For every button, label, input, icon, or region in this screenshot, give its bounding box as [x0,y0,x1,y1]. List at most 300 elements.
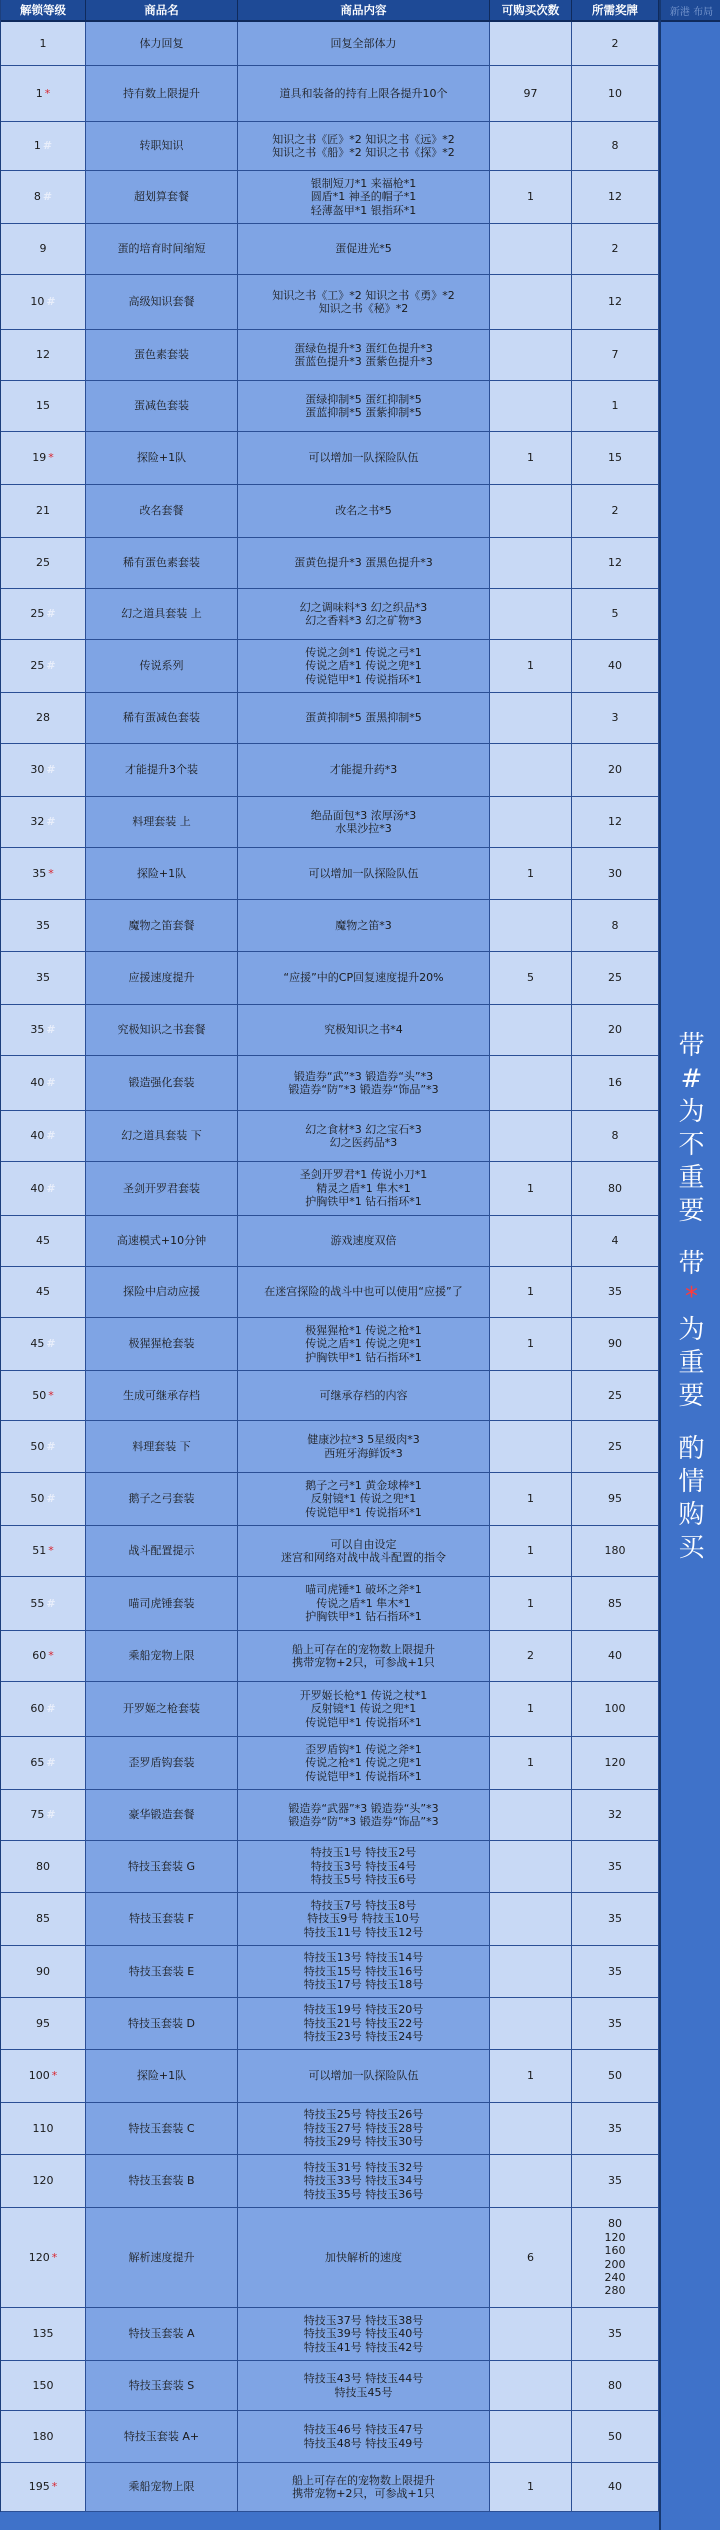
row-name: 极猩猩枪套装 [86,1318,238,1371]
level-value: 65 [30,1756,45,1770]
row-count [490,1790,572,1841]
unimportant-mark: # [46,763,56,777]
row-prize: 2 [572,485,659,538]
row-level [1,2103,86,2155]
row-count [490,1946,572,1998]
row-count [490,1841,572,1893]
level-value: 35 [30,1023,45,1037]
important-mark: * [44,86,51,100]
row-count: 6 [490,2208,572,2308]
side-panel [659,0,720,2530]
row-name: 特技玉套装 D [86,1998,238,2050]
row-content: 船上可存在的宠物数上限提升 携带宠物+2只，可参战+1只 [238,2463,490,2512]
row-name: 解析速度提升 [86,2208,238,2308]
row-content: 可以自由设定 迷宫和网络对战中战斗配置的指令 [238,1526,490,1577]
level-value: 45 [36,1285,50,1299]
unimportant-mark: # [42,139,53,153]
row-level [1,1682,86,1737]
row-count: 97 [490,66,572,122]
row-name: 蛋色素套装 [86,330,238,381]
level-value: 15 [36,399,50,413]
header-name: 商品名 [86,0,238,22]
row-prize: 35 [572,1946,659,1998]
row-level [1,797,86,848]
level-value: 60 [32,1649,47,1663]
row-content: 特技玉7号 特技玉8号 特技玉9号 特技玉10号 特技玉11号 特技玉12号 [238,1893,490,1946]
row-level [1,2050,86,2103]
row-prize: 95 [572,1473,659,1526]
level-value: 25 [30,659,45,673]
level-value: 45 [36,1234,50,1248]
level-value: 10 [30,295,45,309]
row-prize: 10 [572,66,659,122]
row-count: 1 [490,1577,572,1631]
note-char: 买 [678,1533,705,1564]
row-level [1,1056,86,1111]
row-name: 圣剑开罗君套装 [86,1162,238,1216]
row-content: 蛋绿抑制*5 蛋红抑制*5 蛋蓝抑制*5 蛋紫抑制*5 [238,381,490,432]
row-name: 探险+1队 [86,2050,238,2103]
row-name: 幻之道具套装 上 [86,589,238,640]
row-count: 1 [490,1526,572,1577]
unimportant-mark: # [46,1439,56,1453]
row-count [490,1998,572,2050]
row-content: 特技玉1号 特技玉2号 特技玉3号 特技玉4号 特技玉5号 特技玉6号 [238,1841,490,1893]
row-level [1,1216,86,1267]
level-value: 35 [32,866,47,880]
row-prize: 40 [572,2463,659,2512]
row-prize: 12 [572,171,659,224]
row-count [490,2411,572,2463]
level-value: 50 [30,1492,45,1506]
row-count: 1 [490,1267,572,1318]
row-level [1,2155,86,2208]
level-value: 180 [32,2429,54,2443]
row-level [1,848,86,900]
row-content: 究极知识之书*4 [238,1005,490,1056]
note-char: 为 [678,1097,705,1128]
row-prize: 12 [572,275,659,330]
level-value: 51 [32,1544,47,1558]
unimportant-mark: # [46,1596,56,1610]
row-count: 1 [490,2050,572,2103]
row-prize: 40 [572,1631,659,1682]
row-level [1,224,86,275]
row-level [1,1998,86,2050]
note-char: 带 [678,1031,705,1061]
level-value: 25 [36,556,50,570]
row-prize: 100 [572,1682,659,1737]
row-content: 歪罗盾钩*1 传说之斧*1 传说之枪*1 传说之兜*1 传说铠甲*1 传说指环*1 [238,1737,490,1790]
row-prize: 35 [572,1841,659,1893]
header-level: 解锁等级 [1,0,86,22]
row-level [1,171,86,224]
unimportant-mark: # [46,1702,56,1716]
row-name: 应援速度提升 [86,952,238,1005]
row-level [1,1893,86,1946]
row-content: 可以增加一队探险队伍 [238,432,490,485]
level-value: 32 [30,815,45,829]
level-value: 50 [30,1439,45,1453]
row-content: 蛋黄抑制*5 蛋黑抑制*5 [238,693,490,744]
important-mark: * [51,2250,58,2264]
row-count: 1 [490,1737,572,1790]
unimportant-mark: # [46,607,56,621]
level-value: 75 [30,1808,45,1822]
unimportant-mark: # [46,295,56,309]
row-prize: 30 [572,848,659,900]
row-name: 豪华锻造套餐 [86,1790,238,1841]
row-count: 1 [490,848,572,900]
row-count: 1 [490,1682,572,1737]
row-count: 1 [490,432,572,485]
row-level [1,66,86,122]
important-mark: * [48,1649,54,1663]
row-name: 乘船宠物上限 [86,1631,238,1682]
level-value: 110 [32,2121,54,2135]
level-value: 1 [35,86,43,100]
note-gap [661,1413,720,1433]
row-prize: 120 [572,1737,659,1790]
note-char: 重 [678,1348,705,1379]
row-count: 2 [490,1631,572,1682]
row-prize: 35 [572,1998,659,2050]
row-name: 特技玉套装 C [86,2103,238,2155]
row-count [490,1005,572,1056]
note-char: 要 [678,1381,705,1412]
row-content: 可以增加一队探险队伍 [238,848,490,900]
level-value: 1 [39,36,47,50]
row-count [490,2361,572,2411]
level-value: 28 [36,711,50,725]
row-prize: 25 [572,1421,659,1473]
row-level [1,1111,86,1162]
side-header: 新港 布局 [661,0,720,22]
header-content: 商品内容 [238,0,490,22]
row-name: 生成可继承存档 [86,1371,238,1421]
row-level [1,432,86,485]
note-char: 带 [678,1249,705,1280]
row-name: 锻造强化套装 [86,1056,238,1111]
level-value: 95 [36,2016,50,2030]
row-level [1,2308,86,2361]
row-count [490,1421,572,1473]
row-count [490,122,572,171]
important-mark: * [48,1544,54,1558]
important-mark: * [48,866,54,880]
row-prize: 32 [572,1790,659,1841]
level-value: 85 [36,1912,50,1926]
row-level [1,900,86,952]
row-prize: 1 [572,381,659,432]
row-name: 鹅子之弓套装 [86,1473,238,1526]
note-char: 酌 [678,1434,705,1465]
row-count [490,2155,572,2208]
row-content: 道具和装备的持有上限各提升10个 [238,66,490,122]
row-name: 特技玉套装 A+ [86,2411,238,2463]
unimportant-mark: # [46,1076,56,1090]
note-char: # [680,1064,703,1095]
row-content: 才能提升药*3 [238,744,490,797]
row-content: 船上可存在的宠物数上限提升 携带宠物+2只，可参战+1只 [238,1631,490,1682]
row-content: 健康沙拉*3 5星级肉*3 西班牙海鲜饭*3 [238,1421,490,1473]
row-count [490,744,572,797]
row-level [1,381,86,432]
row-count [490,485,572,538]
row-content: 极猩猩枪*1 传说之枪*1 传说之盾*1 传说之兜*1 护胸铁甲*1 钻石指环*1 [238,1318,490,1371]
row-name: 探险+1队 [86,432,238,485]
level-value: 45 [30,1337,45,1351]
row-level [1,1371,86,1421]
row-level [1,693,86,744]
row-content: 绝品面包*3 浓厚汤*3 水果沙拉*3 [238,797,490,848]
row-level [1,640,86,693]
row-prize: 35 [572,2103,659,2155]
level-value: 21 [36,504,50,518]
row-prize: 5 [572,589,659,640]
level-value: 30 [30,763,45,777]
row-name: 特技玉套装 B [86,2155,238,2208]
row-prize: 40 [572,640,659,693]
row-level [1,1162,86,1216]
row-prize: 80 [572,2361,659,2411]
row-name: 乘船宠物上限 [86,2463,238,2512]
row-name: 究极知识之书套餐 [86,1005,238,1056]
row-name: 持有数上限提升 [86,66,238,122]
row-prize: 90 [572,1318,659,1371]
level-value: 80 [36,1859,50,1873]
row-count [490,900,572,952]
level-value: 55 [30,1596,45,1610]
row-level [1,2208,86,2308]
row-content: 在迷宫探险的战斗中也可以使用“应援”了 [238,1267,490,1318]
row-level [1,1577,86,1631]
row-count [490,2103,572,2155]
important-mark: * [48,1388,54,1402]
unimportant-mark: # [46,1181,56,1195]
row-count [490,1111,572,1162]
row-count [490,275,572,330]
row-level [1,22,86,66]
row-prize: 4 [572,1216,659,1267]
important-mark: * [51,2069,58,2083]
row-name: 开罗姬之枪套装 [86,1682,238,1737]
row-prize: 15 [572,432,659,485]
row-prize: 25 [572,1371,659,1421]
note-char: 情 [678,1467,705,1498]
row-count [490,1216,572,1267]
unimportant-mark: # [46,1337,56,1351]
row-level [1,1421,86,1473]
row-count [490,22,572,66]
row-level [1,275,86,330]
row-name: 转职知识 [86,122,238,171]
row-prize: 50 [572,2411,659,2463]
row-content: 游戏速度双倍 [238,1216,490,1267]
row-content: 特技玉25号 特技玉26号 特技玉27号 特技玉28号 特技玉29号 特技玉30号 [238,2103,490,2155]
unimportant-mark: # [46,659,56,673]
row-content: 蛋促进光*5 [238,224,490,275]
row-prize: 2 [572,224,659,275]
note-char: 重 [678,1163,705,1194]
row-prize: 35 [572,2308,659,2361]
row-name: 超划算套餐 [86,171,238,224]
row-level [1,538,86,589]
row-content: 知识之书《工》*2 知识之书《勇》*2 知识之书《秘》*2 [238,275,490,330]
unimportant-mark: # [46,1756,56,1770]
level-value: 35 [36,971,50,985]
row-level [1,485,86,538]
row-content: 锻造券“武”*3 锻造券“头”*3 锻造券“防”*3 锻造券“饰品”*3 [238,1056,490,1111]
row-name: 蛋减色套装 [86,381,238,432]
row-name: 料理套装 下 [86,1421,238,1473]
level-value: 1 [33,139,41,153]
row-count [490,589,572,640]
row-name: 特技玉套装 F [86,1893,238,1946]
side-note [661,1030,720,1565]
row-level [1,1790,86,1841]
note-char: 购 [678,1500,705,1531]
row-name: 特技玉套装 A [86,2308,238,2361]
level-value: 50 [32,1388,47,1402]
row-name: 稀有蛋减色套装 [86,693,238,744]
row-content: 圣剑开罗君*1 传说小刀*1 精灵之盾*1 隼木*1 护胸铁甲*1 钻石指环*1 [238,1162,490,1216]
row-name: 歪罗盾钩套装 [86,1737,238,1790]
level-value: 12 [36,348,50,362]
row-content: 鹅子之弓*1 黄金球棒*1 反射镜*1 传说之兜*1 传说铠甲*1 传说指环*1 [238,1473,490,1526]
row-content: 喵司虎锤*1 破坏之斧*1 传说之盾*1 隼木*1 护胸铁甲*1 钻石指环*1 [238,1577,490,1631]
row-prize: 8 [572,900,659,952]
row-level [1,1526,86,1577]
row-name: 战斗配置提示 [86,1526,238,1577]
row-name: 料理套装 上 [86,797,238,848]
row-level [1,952,86,1005]
row-name: 稀有蛋色素套装 [86,538,238,589]
row-count [490,1056,572,1111]
row-content: 特技玉43号 特技玉44号 特技玉45号 [238,2361,490,2411]
row-prize: 180 [572,1526,659,1577]
level-value: 150 [32,2378,54,2392]
level-value: 120 [32,2174,54,2188]
row-content: 知识之书《匠》*2 知识之书《远》*2 知识之书《船》*2 知识之书《探》*2 [238,122,490,171]
row-name: 特技玉套装 E [86,1946,238,1998]
row-prize: 12 [572,538,659,589]
row-count [490,2308,572,2361]
row-name: 探险+1队 [86,848,238,900]
level-value: 19 [32,451,47,465]
row-level [1,1841,86,1893]
note-char: * [685,1282,698,1313]
level-value: 40 [30,1076,45,1090]
row-name: 体力回复 [86,22,238,66]
row-count: 1 [490,1473,572,1526]
level-value: 40 [30,1129,45,1143]
level-value: 135 [32,2327,54,2341]
row-content: 回复全部体力 [238,22,490,66]
note-char: 不 [678,1130,705,1161]
row-content: 特技玉13号 特技玉14号 特技玉15号 特技玉16号 特技玉17号 特技玉18号 [238,1946,490,1998]
header-prize: 所需奖牌 [572,0,659,22]
row-prize: 35 [572,1267,659,1318]
row-level [1,589,86,640]
unimportant-mark: # [42,190,53,204]
row-content: 改名之书*5 [238,485,490,538]
row-prize: 25 [572,952,659,1005]
row-name: 高级知识套餐 [86,275,238,330]
row-count [490,797,572,848]
row-level [1,1946,86,1998]
note-char: 要 [678,1196,705,1227]
row-prize: 80 [572,1162,659,1216]
row-level [1,2411,86,2463]
level-value: 35 [36,918,50,932]
note-char: 为 [678,1315,705,1346]
level-value: 8 [33,190,41,204]
row-name: 传说系列 [86,640,238,693]
row-count: 1 [490,171,572,224]
row-content: 幻之调味料*3 幻之织品*3 幻之香料*3 幻之矿物*3 [238,589,490,640]
unimportant-mark: # [46,815,56,829]
row-content: 传说之剑*1 传说之弓*1 传说之盾*1 传说之兜*1 传说铠甲*1 传说指环*1 [238,640,490,693]
row-name: 高速模式+10分钟 [86,1216,238,1267]
header-count: 可购买次数 [490,0,572,22]
row-prize: 8 [572,1111,659,1162]
row-prize: 35 [572,2155,659,2208]
row-prize: 20 [572,744,659,797]
row-count [490,538,572,589]
row-prize: 50 [572,2050,659,2103]
unimportant-mark: # [46,1129,56,1143]
row-name: 蛋的培育时间缩短 [86,224,238,275]
row-count: 1 [490,640,572,693]
row-level [1,1737,86,1790]
row-content: 银制短刀*1 来福枪*1 圆盾*1 神圣的帽子*1 轻薄盔甲*1 银指环*1 [238,171,490,224]
row-content: 幻之食材*3 幻之宝石*3 幻之医药品*3 [238,1111,490,1162]
level-value: 195 [28,2480,50,2494]
level-value: 60 [30,1702,45,1716]
note-gap [661,1228,720,1248]
row-name: 特技玉套装 G [86,1841,238,1893]
unimportant-mark: # [46,1492,56,1506]
row-count [490,693,572,744]
row-level [1,1005,86,1056]
row-count: 1 [490,2463,572,2512]
row-count: 5 [490,952,572,1005]
row-content: “应援”中的CP回复速度提升20% [238,952,490,1005]
row-content: 开罗姬长枪*1 传说之杖*1 反射镜*1 传说之兜*1 传说铠甲*1 传说指环*1 [238,1682,490,1737]
level-value: 40 [30,1181,45,1195]
row-prize: 12 [572,797,659,848]
row-count [490,381,572,432]
row-content: 可继承存档的内容 [238,1371,490,1421]
row-level [1,1473,86,1526]
row-content: 魔物之笛*3 [238,900,490,952]
row-content: 特技玉19号 特技玉20号 特技玉21号 特技玉22号 特技玉23号 特技玉24号 [238,1998,490,2050]
row-level [1,1267,86,1318]
row-level [1,330,86,381]
row-name: 喵司虎锤套装 [86,1577,238,1631]
row-prize: 7 [572,330,659,381]
level-value: 120 [28,2250,50,2264]
row-name: 幻之道具套装 下 [86,1111,238,1162]
row-count: 1 [490,1318,572,1371]
row-level [1,2463,86,2512]
row-content: 蛋绿色提升*3 蛋红色提升*3 蛋蓝色提升*3 蛋紫色提升*3 [238,330,490,381]
row-prize: 2 [572,22,659,66]
row-prize: 20 [572,1005,659,1056]
level-value: 9 [39,242,47,256]
row-level [1,1631,86,1682]
